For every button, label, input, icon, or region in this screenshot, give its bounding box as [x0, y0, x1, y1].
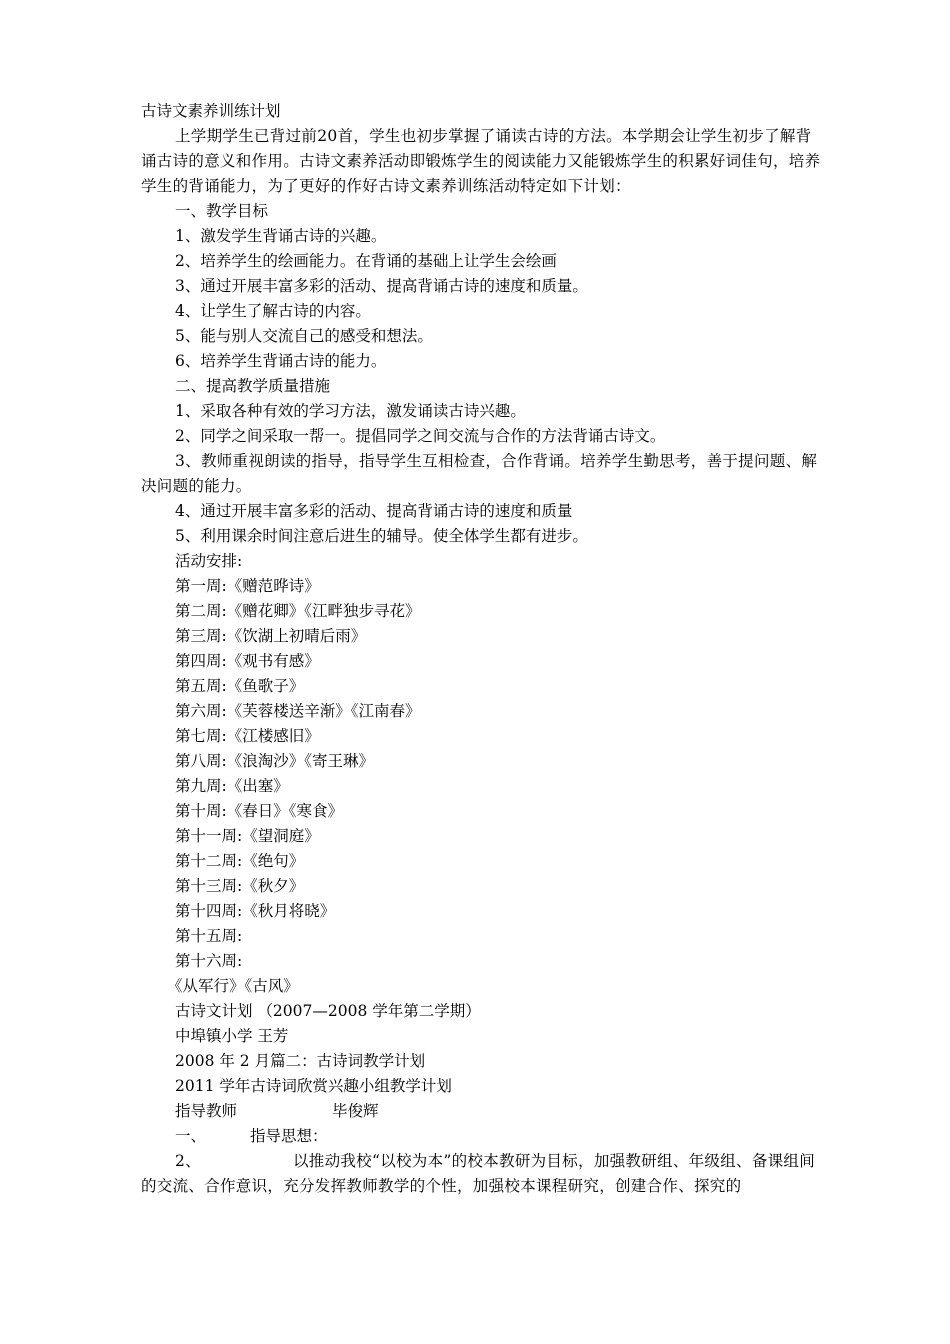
goal-item: 5、能与别人交流自己的感受和想法。	[175, 327, 433, 345]
schedule-week: 第十二周:《绝句》	[175, 852, 305, 870]
document-title: 古诗文素养训练计划	[141, 102, 281, 120]
schedule-week: 第八周:《浪淘沙》《寄王琳》	[175, 752, 374, 770]
measure-item: 1、采取各种有效的学习方法，激发诵读古诗兴趣。	[175, 402, 526, 420]
goal-item: 2、培养学生的绘画能力。在背诵的基础上让学生会绘画	[175, 252, 557, 270]
schedule-week: 第四周:《观书有感》	[175, 652, 320, 670]
teacher-label: 指导教师	[175, 1102, 238, 1120]
schedule-week: 第十三周:《秋夕》	[175, 877, 305, 895]
schedule-week: 第七周:《江楼感旧》	[175, 727, 320, 745]
item2-number: 2、	[175, 1152, 201, 1170]
schedule-week: 第三周:《饮湖上初晴后雨》	[175, 627, 367, 645]
measure-item: 2、同学之间采取一帮一。提倡同学之间交流与合作的方法背诵古诗文。	[175, 427, 666, 445]
schedule-extra: 《从军行》《古风》	[167, 977, 299, 995]
goal-item: 1、激发学生背诵古诗的兴趣。	[175, 227, 387, 245]
measure-item: 5、利用课余时间注意后进生的辅导。使全体学生都有进步。	[175, 527, 588, 545]
schedule-week: 第十一周:《望洞庭》	[175, 827, 320, 845]
measure-item: 3、教师重视朗读的指导，指导学生互相检查，合作背诵。培养学生勤思考，善于提问题、解决问题的能力。	[141, 452, 818, 495]
schedule-week: 第五周:《鱼歌子》	[175, 677, 305, 695]
item1-label: 指导思想：	[250, 1127, 328, 1145]
document-page	[141, 99, 821, 1199]
schedule-week: 第一周:《赠范晔诗》	[175, 577, 320, 595]
goal-item: 4、让学生了解古诗的内容。	[175, 302, 371, 320]
teacher-name: 毕俊辉	[332, 1102, 379, 1120]
date-and-next: 2008 年 2 月篇二：古诗词教学计划	[175, 1052, 426, 1070]
schedule-heading: 活动安排:	[175, 552, 243, 570]
part2-title: 2011 学年古诗词欣赏兴趣小组教学计划	[175, 1077, 452, 1095]
plan-name: 古诗文计划 （2007—2008 学年第二学期）	[175, 1002, 481, 1020]
school-author: 中埠镇小学 王芳	[175, 1027, 289, 1045]
schedule-week: 第十周:《春日》《寒食》	[175, 802, 343, 820]
item2-text: 以推动我校“以校为本”的校本教研为目标，加强教研组、年级组、备课组间的交流、合作意识，充分发挥教师教学的个性，加强校本课程研究，创建合作、探究的	[141, 1152, 816, 1195]
intro-paragraph: 上学期学生已背过前20首，学生也初步掌握了诵读古诗的方法。本学期会让学生初步了解背诵古诗的意义和作用。古诗文素养活动即锻炼学生的阅读能力又能锻炼学生的积累好词佳句，培养学生的背诵能力，为了更好的作好古诗文素养训练活动特定如下计划：	[141, 127, 821, 195]
goal-item: 3、通过开展丰富多彩的活动、提高背诵古诗的速度和质量。	[175, 277, 588, 295]
guiding-heading	[141, 1124, 821, 1149]
section1-heading: 一、教学目标	[175, 202, 269, 220]
schedule-week: 第十四周:《秋月将晓》	[175, 902, 336, 920]
schedule-week: 第二周:《赠花卿》《江畔独步寻花》	[175, 602, 421, 620]
item1-number: 一、	[175, 1127, 207, 1145]
teacher-line	[141, 1099, 821, 1124]
schedule-week: 第六周:《芙蓉楼送辛渐》《江南春》	[175, 702, 421, 720]
guiding-paragraph	[141, 1149, 821, 1199]
schedule-week: 第十五周:	[175, 927, 243, 945]
schedule-week: 第十六周:	[175, 952, 243, 970]
schedule-week: 第九周:《出塞》	[175, 777, 289, 795]
measure-item: 4、通过开展丰富多彩的活动、提高背诵古诗的速度和质量	[175, 502, 573, 520]
section2-heading: 二、提高教学质量措施	[175, 377, 331, 395]
goal-item: 6、培养学生背诵古诗的能力。	[175, 352, 387, 370]
